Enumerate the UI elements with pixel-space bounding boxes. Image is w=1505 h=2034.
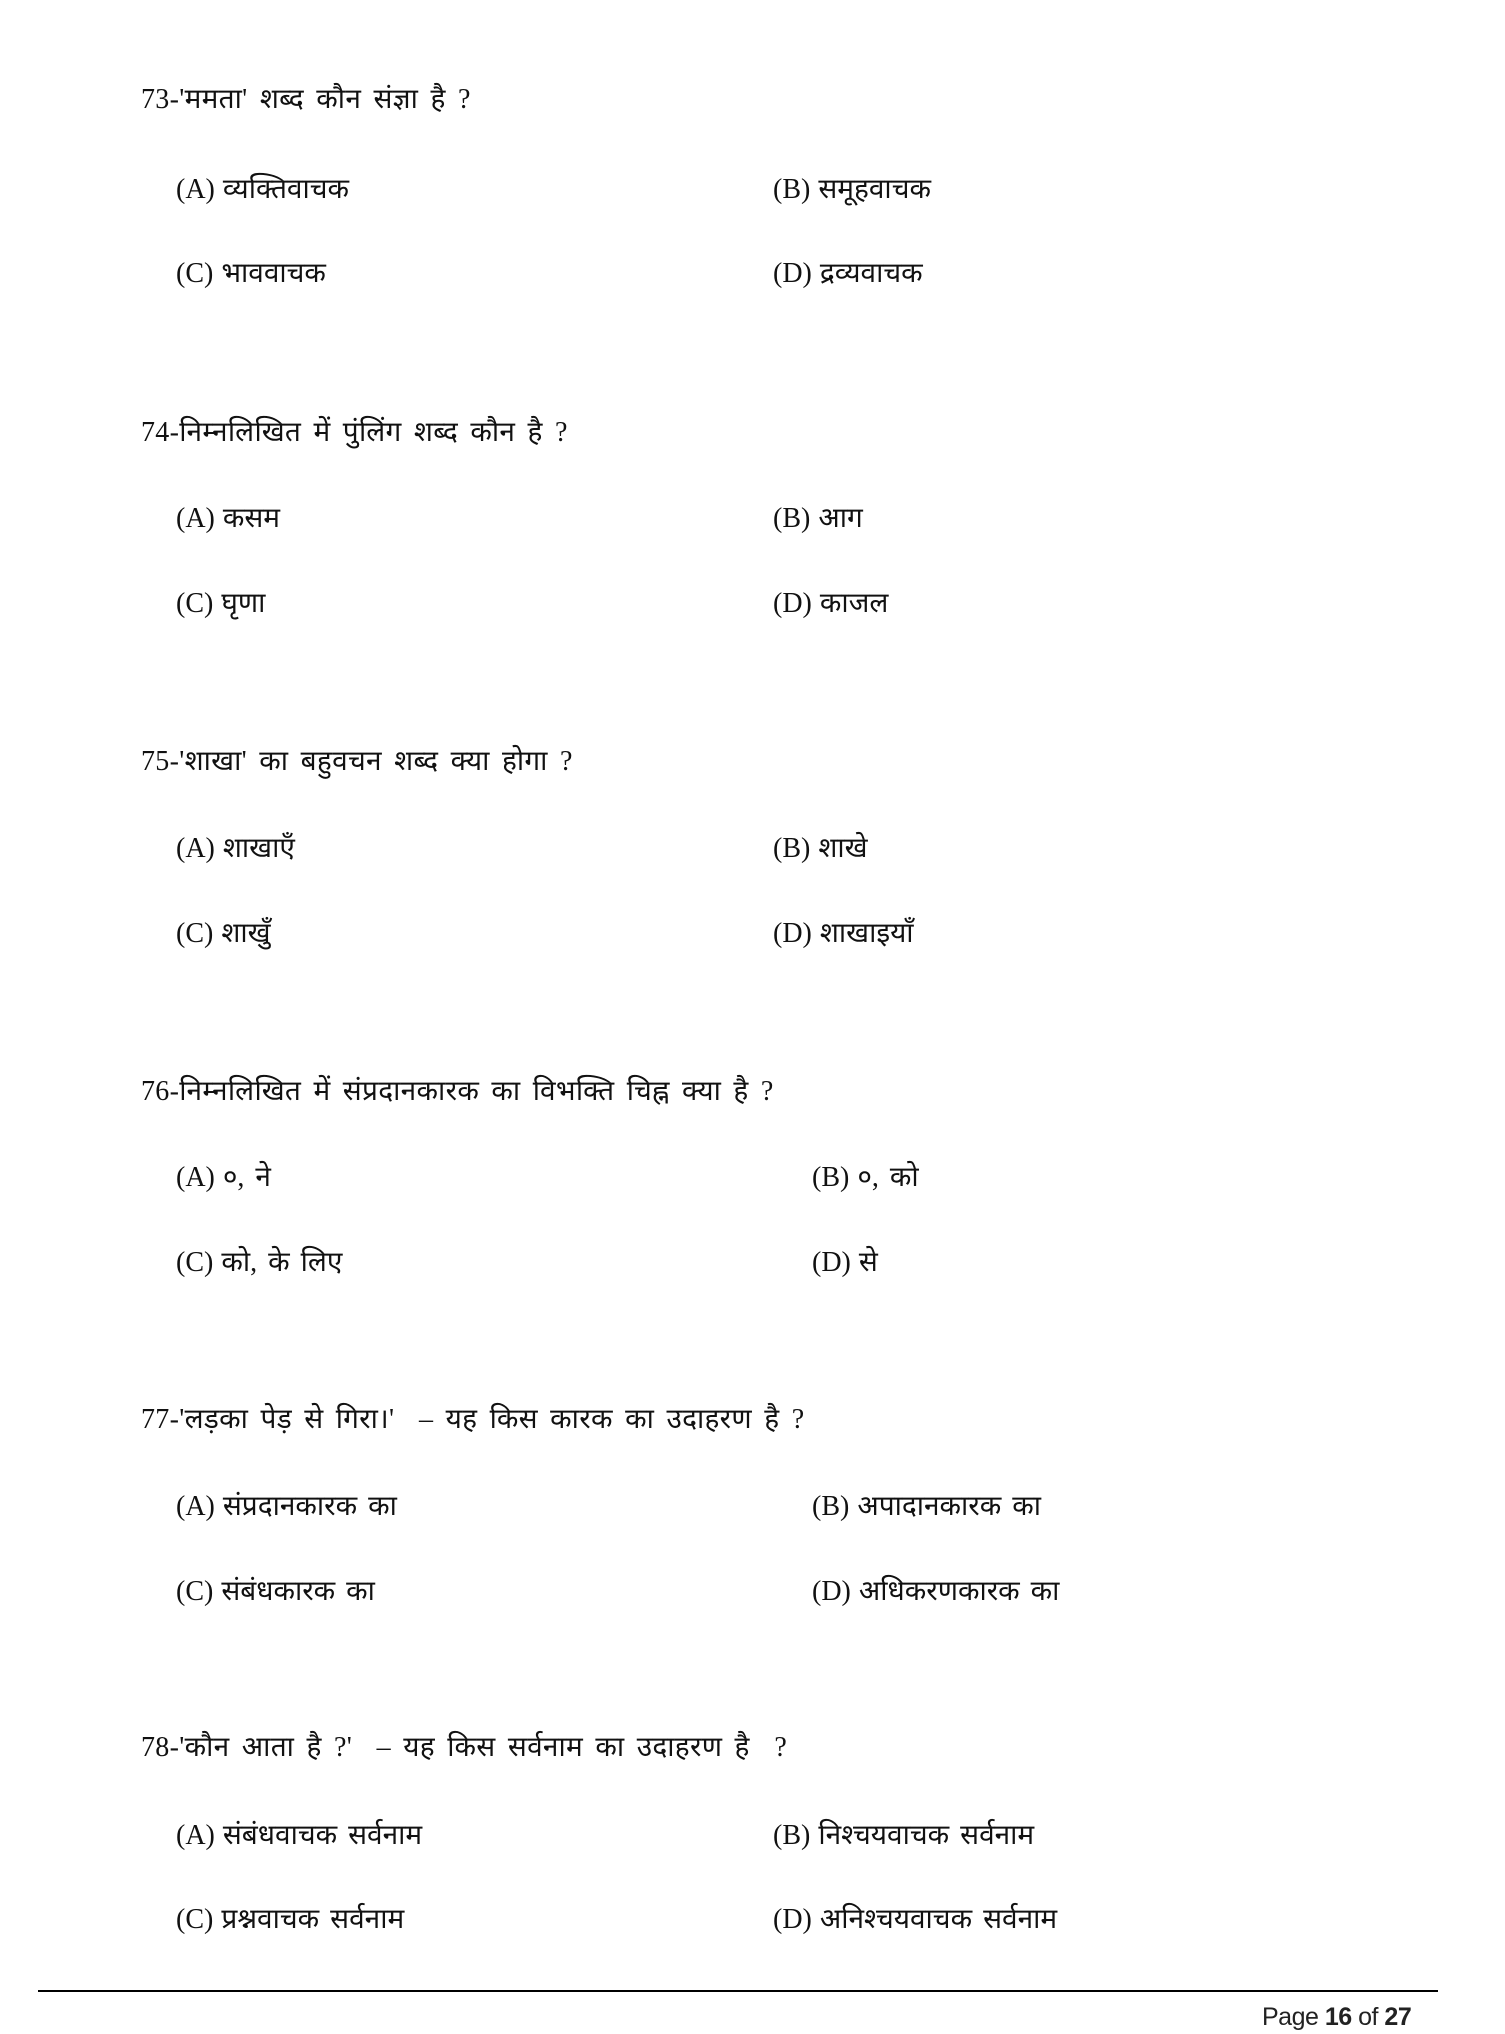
option-b[interactable] bbox=[773, 831, 868, 867]
question-body: 'लड़का पेड़ से गिरा।' – यह किस कारक का उदाहरण है ? bbox=[179, 1404, 805, 1435]
option-text: संप्रदानकारक का bbox=[222, 1491, 397, 1522]
option-d[interactable] bbox=[773, 1902, 1057, 1938]
option-text: शाखुँ bbox=[221, 918, 271, 949]
option-label: (B) bbox=[812, 1491, 850, 1522]
option-text: को, के लिए bbox=[221, 1247, 343, 1278]
option-b[interactable] bbox=[773, 172, 931, 208]
page-indicator bbox=[1262, 2002, 1411, 2032]
option-text: द्रव्यवाचक bbox=[819, 258, 923, 289]
question-text bbox=[141, 1402, 804, 1438]
option-d[interactable] bbox=[773, 256, 923, 292]
option-c[interactable] bbox=[176, 1245, 342, 1281]
option-d[interactable] bbox=[812, 1245, 878, 1281]
option-label: (D) bbox=[773, 918, 812, 949]
option-text: से bbox=[858, 1247, 878, 1278]
question-body: निम्नलिखित में संप्रदानकारक का विभक्ति चिह्न क्या है ? bbox=[179, 1076, 774, 1107]
option-c[interactable] bbox=[176, 1902, 404, 1938]
question-number: 78- bbox=[141, 1732, 180, 1763]
option-text: अधिकरणकारक का bbox=[858, 1576, 1060, 1607]
option-label: (D) bbox=[773, 258, 812, 289]
option-label: (D) bbox=[773, 588, 812, 619]
option-text: समूहवाचक bbox=[818, 174, 931, 205]
page-word: Page bbox=[1262, 2003, 1319, 2031]
option-c[interactable] bbox=[176, 1574, 375, 1610]
option-text: शाखाएँ bbox=[222, 833, 295, 864]
option-text: निश्चयवाचक सर्वनाम bbox=[818, 1820, 1035, 1851]
question-number: 74- bbox=[141, 417, 180, 448]
option-text: ०, ने bbox=[222, 1162, 271, 1193]
option-label: (C) bbox=[176, 1247, 214, 1278]
option-label: (D) bbox=[812, 1576, 851, 1607]
option-text: कसम bbox=[222, 503, 281, 534]
question-text bbox=[141, 82, 471, 118]
option-label: (C) bbox=[176, 918, 214, 949]
total-pages: 27 bbox=[1384, 2003, 1412, 2031]
option-label: (B) bbox=[773, 1820, 811, 1851]
option-a[interactable] bbox=[176, 1160, 271, 1196]
option-label: (A) bbox=[176, 174, 215, 205]
option-c[interactable] bbox=[176, 916, 271, 952]
option-c[interactable] bbox=[176, 256, 326, 292]
question-number: 73- bbox=[141, 84, 180, 115]
option-text: संबंधवाचक सर्वनाम bbox=[222, 1820, 423, 1851]
option-d[interactable] bbox=[773, 586, 888, 622]
option-label: (C) bbox=[176, 1904, 214, 1935]
option-text: अनिश्चयवाचक सर्वनाम bbox=[819, 1904, 1058, 1935]
option-label: (B) bbox=[773, 503, 811, 534]
option-text: घृणा bbox=[221, 588, 266, 619]
option-b[interactable] bbox=[773, 501, 863, 537]
current-page: 16 bbox=[1324, 2003, 1352, 2031]
question-number: 75- bbox=[141, 746, 180, 777]
option-label: (A) bbox=[176, 1162, 215, 1193]
question-body: 'कौन आता है ?' – यह किस सर्वनाम का उदाहरण है ? bbox=[179, 1732, 788, 1763]
option-label: (A) bbox=[176, 833, 215, 864]
option-c[interactable] bbox=[176, 586, 265, 622]
option-label: (C) bbox=[176, 1576, 214, 1607]
option-a[interactable] bbox=[176, 172, 349, 208]
option-b[interactable] bbox=[812, 1160, 919, 1196]
option-text: भाववाचक bbox=[221, 258, 326, 289]
option-text: प्रश्नवाचक सर्वनाम bbox=[221, 1904, 405, 1935]
question-number: 77- bbox=[141, 1404, 180, 1435]
option-text: संबंधकारक का bbox=[221, 1576, 375, 1607]
option-text: व्यक्तिवाचक bbox=[222, 174, 350, 205]
question-text bbox=[141, 1074, 774, 1110]
question-body: निम्नलिखित में पुंलिंग शब्द कौन है ? bbox=[179, 417, 568, 448]
question-text bbox=[141, 744, 573, 780]
option-a[interactable] bbox=[176, 1489, 397, 1525]
option-b[interactable] bbox=[773, 1818, 1034, 1854]
option-text: शाखाइयाँ bbox=[819, 918, 914, 949]
option-label: (B) bbox=[773, 174, 811, 205]
option-label: (C) bbox=[176, 588, 214, 619]
option-text: काजल bbox=[819, 588, 889, 619]
question-body: 'शाखा' का बहुवचन शब्द क्या होगा ? bbox=[179, 746, 573, 777]
option-a[interactable] bbox=[176, 831, 295, 867]
option-label: (A) bbox=[176, 503, 215, 534]
option-d[interactable] bbox=[812, 1574, 1059, 1610]
option-label: (A) bbox=[176, 1491, 215, 1522]
option-label: (C) bbox=[176, 258, 214, 289]
option-a[interactable] bbox=[176, 1818, 422, 1854]
question-text bbox=[141, 1730, 787, 1766]
of-word: of bbox=[1358, 2003, 1378, 2031]
option-label: (B) bbox=[773, 833, 811, 864]
option-text: आग bbox=[818, 503, 863, 534]
footer-divider bbox=[38, 1990, 1438, 1992]
option-text: ०, को bbox=[857, 1162, 919, 1193]
option-label: (D) bbox=[812, 1247, 851, 1278]
question-body: 'ममता' शब्द कौन संज्ञा है ? bbox=[179, 84, 471, 115]
option-d[interactable] bbox=[773, 916, 914, 952]
option-a[interactable] bbox=[176, 501, 280, 537]
option-label: (B) bbox=[812, 1162, 850, 1193]
option-label: (D) bbox=[773, 1904, 812, 1935]
option-text: अपादानकारक का bbox=[857, 1491, 1042, 1522]
option-label: (A) bbox=[176, 1820, 215, 1851]
question-number: 76- bbox=[141, 1076, 180, 1107]
question-text bbox=[141, 415, 568, 451]
option-text: शाखे bbox=[818, 833, 868, 864]
option-b[interactable] bbox=[812, 1489, 1041, 1525]
